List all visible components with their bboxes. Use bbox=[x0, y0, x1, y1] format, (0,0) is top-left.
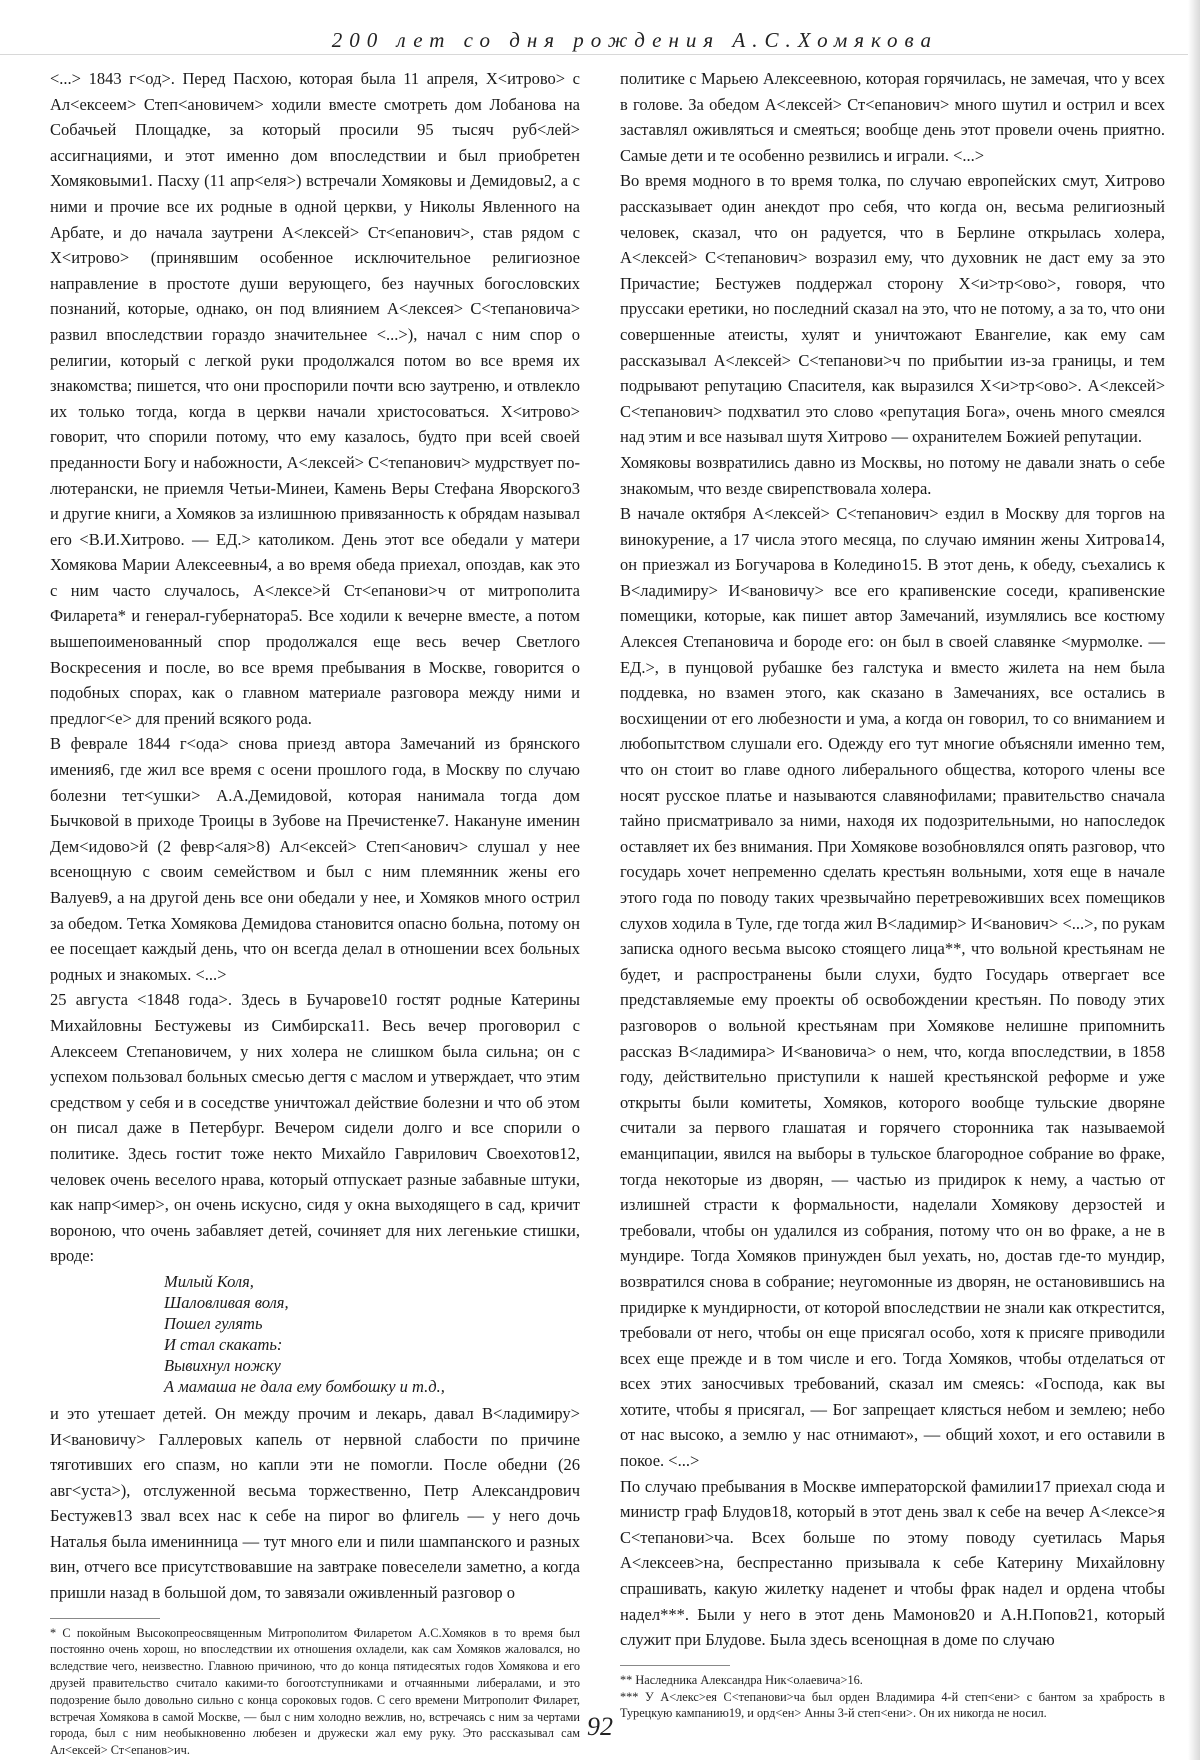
left-paragraph-2: В феврале 1844 г<ода> снова приезд автора Замечаний из брянского имения6, где жил все время с осени прошлого года, в Москву по случаю болезни тет<ушки> А.А.Демидовой, которая нанимала тогда дом Бычковой в приходе Троицы в Зубове на Пречистенке7. Накануне именин Дем<идово>й (2 февр<аля>8) Ал<ексей> Степ<анович> слушал у нее всенощную с своим семейством и был с ним племянник жены его Валуев9, а на другой день все они обедали у нее, и Хомяков много острил за обедом. Тетка Хомякова Демидова становится опасно больна, потому он ее посещает каждый день, что он всегда делал в отношении всех больных родных и знакомых. <...> bbox=[50, 734, 580, 984]
right-paragraph-2: Во время модного в то время толка, по случаю европейских смут, Хитрово рассказывает один анекдот про себя, что когда он, весьма религиозный человек, сказал, что он радуется, что в Берлине открылась холера, А<лексей> С<тепанович> возразил ему, что духовник не даст ему за это Причастие; Бестужев поддержал сторону Х<и>тр<ово>, говоря, что пруссаки еретики, но последний сказал на это, что не потому, а за то, что они совершенные атеисты, хулят и уничтожают Евангелие, как ему сам рассказывал А<лексей> С<тепанови>ч по прибытии из-за границы, и тем подрывают репутацию Спасителя, как выразился Х<и>тр<ово>. А<лексей> С<тепанович> подхватил это слово «репутация Бога», очень много смеялся над этим и все называл шутя Хитрово — охранителем Божией репутации. bbox=[620, 171, 1165, 447]
left-paragraph-3: 25 августа <1848 года>. Здесь в Бучарове10 гостят родные Катерины Михайловны Бестужевы из Симбирска11. Весь вечер проговорил с Алексеем Степановичем, у них холера не слишком была сильна; он с успехом пользовал больных смесью дегтя с маслом и утверждает, что этим средством у себя и в соседстве уничтожал действие болезни и что об этом он писал даже в Петербург. Вечером сидели долго и все спорили о политике. Здесь гостит тоже некто Михайло Гаврилович Своехотов12, человек очень веселого нрава, который отпускает разные забавные штуки, как напр<имер>, он очень искусно, сидя у окна выходящего в сад, кричит вороною, что очень забавляет детей, сочиняет для них легенькие стишки, вроде: bbox=[50, 990, 580, 1266]
header-rule bbox=[0, 54, 1200, 55]
right-paragraph-1: политике с Марьею Алексеевною, которая горячилась, не замечая, что у всех в голове. За обедом А<лексей> Ст<епанович> много шутил и острил и всех заставлял оживляться и смеяться; вообще день этот провели очень приятно. Самые дети и те особенно резвились и играли. <...> bbox=[620, 69, 1165, 165]
footnote-2: ** Наследника Александра Ник<олаевича>16. bbox=[620, 1672, 863, 1687]
page-spine-shadow bbox=[1188, 0, 1200, 1760]
page-number: 92 bbox=[587, 1712, 613, 1741]
left-paragraph-1: <...> 1843 г<од>. Перед Пасхою, которая была 11 апреля, Х<итрово> с Ал<ексеем> Степ<ановичем> ходили вместе смотреть дом Лобанова на Собачьей Площадке, за который просили 95 тысяч руб<лей> ассигнациями, и этот именно дом впоследствии и был приобретен Хомяковыми1. Пасху (11 апр<еля>) встречали Хомяковы и Демидовы2, а с ними и прочие все их родные в одной церкви, у Николы Явленного на Арбате, и до начала заутрени А<лексей> Ст<епанович>, став рядом с Х<итрово> (принявшим особенное исключительное религиозное направление в простоте души верующего, без научных богословских познаний, которые, однако, он под влиянием А<лексея> С<тепановича> развил впоследствии гораздо значительнее <...>), начал с ним спор о религии, который с легкой руки продолжался потом во все время их знакомства; пишется, что они проспорили почти всю заутреню, и отвлекло их только тогда, когда в церкви начали христосоваться. Х<итрово> говорит, что спорили потому, что ему казалось, будто при всей своей преданности Богу и набожности, А<лексей> С<тепанович> мудрствует по-лютерански, не приемля Четьи-Минеи, Камень Веры Стефана Яворского3 и другие книги, а Хомяков за излишнюю привязанность к обрядам называл его <В.И.Хитрово. — ЕД.> католиком. День этот все обедали у матери Хомякова Марии Алексеевны4, а во время обеда приехал, опоздав, как это с ним часто случалось, А<лексе>й Ст<епанови>ч от митрополита Филарета* и генерал-губернатора5. Все ходили к вечерне вместе, а потом вышепоименованный спор продолжался еще весь вечер Светлого Воскресения и после, во все время пребывания в Москве, говорится о подобных спорах, как о главном материале разговора между ними и предлог<е> для прений всякого рода. bbox=[50, 69, 580, 728]
running-header: 200 лет со дня рождения А.С.Хомякова bbox=[331, 28, 938, 52]
verse-line: И стал скакать: bbox=[164, 1334, 283, 1354]
right-column bbox=[620, 66, 1165, 1721]
footnote-3: *** У А<лекс>ея С<тепанови>ча был орден Владимира 4-й степ<ени> с бантом за храбрость в Турецкую кампанию19, и орд<ен> Анны 3-й степ<ени>. Он их никогда не носил. bbox=[620, 1689, 1165, 1721]
right-paragraph-3: Хомяковы возвратились давно из Москвы, но потому не давали знать о себе знакомым, что везде свирепствовала холера. bbox=[620, 452, 1165, 498]
left-column bbox=[50, 66, 580, 1758]
right-paragraph-4: В начале октября А<лексей> С<тепанович> ездил в Москву для торгов на винокурение, а 17 числа этого месяца, по случаю имянин жены Хитрова14, он приезжал из Богучарова в Коледино15. В этот день, к обеду, съехались к В<ладимиру> И<вановичу> все его крапивенские соседи, крапивенские помещики, которые, как пишет автор Замечаний, изумлялись все костюму Алексея Степановича и бороде его: он был в своей славянке <мурмолке. — ЕД.>, в пунцовой рубашке без галстука и вместо жилета на нем была поддевка, но взамен этого, как сказано в Замечаниях, все остались в восхищении от его любезности и ума, а когда он говорил, то со вниманием и любопытством слушали его. Одежду его тут многие объясняли именно тем, что он стоит во главе одного либерального общества, которого члены все носят русское платье и называются славянофилами; правительство сначала тайно присматривало за ними, находя их подозрительными, но напоследок оставляет их без внимания. При Хомякове возобновлялся опять разговор, что государь хочет непременно сделать крестьян вольными, хотя еще в начале этого года по поводу таких чрезвычайно перетревоживших всех помещиков слухов ходила в Туле, где тогда жил В<ладимир> И<ванович> <...>, по рукам записка одного весьма высоко стоящего лица**, что вольной крестьянам не будет, и распространены были слухи, будто Государь отвергает все представляемые ему проекты об освобождении крестьян. По поводу этих разговоров о вольной крестьянам при Хомякове нелишне припомнить рассказ В<ладимира> И<вановича> о нем, что, когда впоследствии, в 1858 году, действительно приступили к нашей крестьянской реформе и уже открыты были комитеты, Хомяков, которого вообще тульские дворяне считали за первого глашатая и горячего сторонника так называемой еманципации, явился на выборы в тульское благородное собрание во фраке, тогда некоторые из дворян, — частью из придирок к нему, а частью от излишней страсти к формальности, наделали Хомякову дерзостей и требовали, чтобы он удалился из собрания, потому что он во фраке, а не в мундире. Тогда Хомяков принужден был уехать, но, достав где-то мундир, возвратился снова в собрание; неугомонные из дворян, не остановившись на придирке к мундирности, от которой впоследствии не знали как открестится, требовали от него, чтобы он еще присягал особо, хотя к присяге приводили всех еще прежде и в том числе и его. Тогда Хомяков, чтобы отделаться от всех этих заносчивых требований, сказал им смеясь: «Господа, как вы хотите, чтобы я присягал, — Бог запрещает клясться небом и землею; небо от нас высоко, а землю у нас отнимают», — общий хохот, и его оставили в покое. <...> bbox=[620, 504, 1165, 1471]
verse-line: Вывихнул ножку bbox=[164, 1355, 281, 1375]
footnote-rule bbox=[620, 1665, 730, 1666]
verse-line: А мамаша не дала ему бомбошку и т.д., bbox=[164, 1376, 445, 1396]
verse-line: Пошел гулять bbox=[164, 1313, 263, 1333]
right-paragraph-5: По случаю пребывания в Москве императорской фамилии17 приехал сюда и министр граф Блудов18, который в этот день звал к себе на вечер А<лексе>я С<тепанови>ча. Всех больше по этому поводу суетилась Марья А<лексеев>на, беспрестанно призывала к себе Катерину Михайловну спрашивать, какую жилетку наденет и чтобы фрак надел и ордена чтобы надел***. Были у него в этот день Мамонов20 и А.Н.Попов21, который служит при Блудове. Была здесь всенощная в доме по случаю bbox=[620, 1476, 1165, 1650]
verse-line: Милый Коля, bbox=[164, 1271, 254, 1291]
left-paragraph-after-verse: и это утешает детей. Он между прочим и лекарь, давал В<ладимиру> И<вановичу> Галлеровых капель от нервной слабости по причине тяготивших его спазм, но капли эти не помогли. После обедни (26 авг<уста>), отслуженной весьма торжественно, Петр Александрович Бестужев13 звал всех нас к себе на пирог во флигель — у него дочь Наталья была именинница — тут много ели и пили шампанского и разных вин, отчего все присутствовавшие на завтраке повеселели заметно, а когда пришли назад в большой дом, то завязали оживленный разговор о bbox=[50, 1403, 580, 1603]
verse-line: Шаловливая воля, bbox=[164, 1292, 289, 1312]
footnote-1: * С покойным Высокопреосвященным Митрополитом Филаретом А.С.Хомяков в то время был постоянно очень хорош, но впоследствии их отношения охладели, как сам Хомяков жаловался, но вследствие чего, неизвестно. Главною причиною, что до конца пятидесятых годов Хомякова и его друзей правительство считало какими-то богоотступниками и отчаянными либералами, и это подозрение было довольно сильно с конца сороковых годов. С сего времени Митрополит Филарет, встречая Хомякова в самой Москве, — был с ним холодно вежлив, но, встречаясь с ним за чертами города, был с ним необыкновенно любезен и дружески жал ему руку. Это рассказывал сам Ал<ексей> Ст<епанов>ич. bbox=[50, 1625, 580, 1758]
verse-block bbox=[50, 1271, 580, 1397]
footnote-rule bbox=[50, 1618, 160, 1619]
